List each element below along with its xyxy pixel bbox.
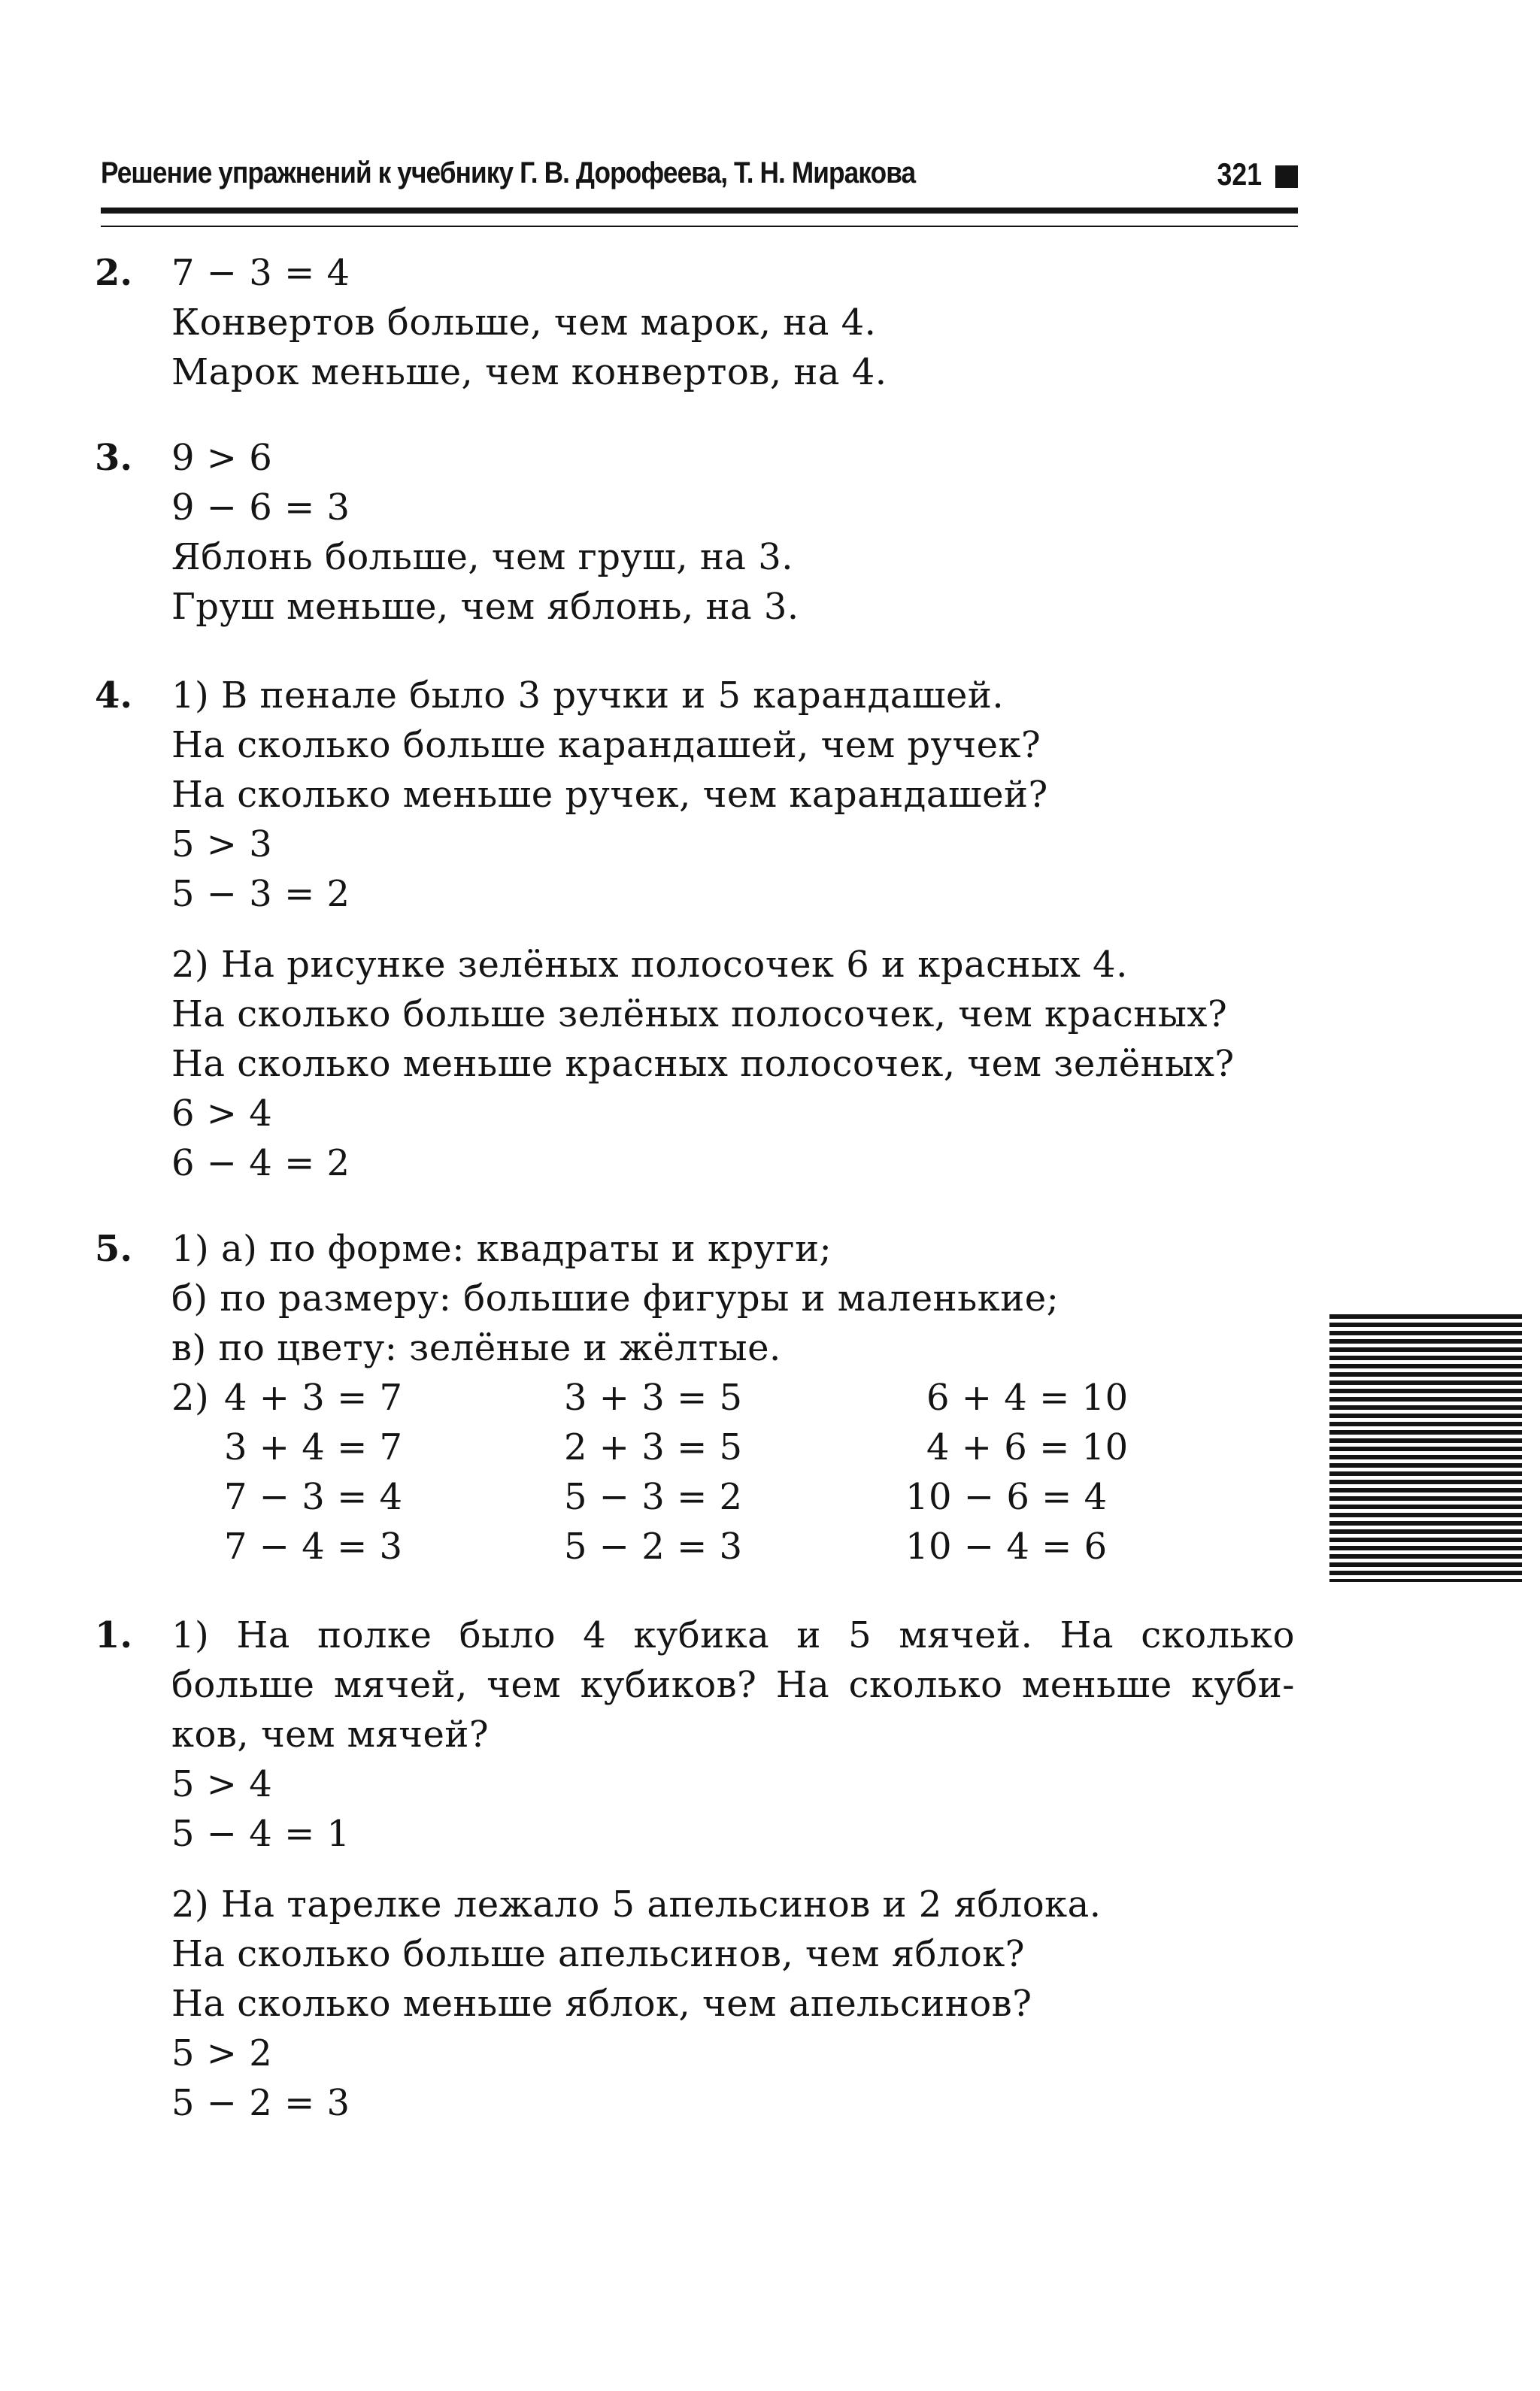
text-line: 9 − 6 = 3 <box>171 486 350 529</box>
text-line: б) по размеру: большие фигуры и маленькие; <box>171 1277 1060 1320</box>
text-line: На сколько меньше ручек, чем карандашей? <box>171 774 1048 816</box>
part-label: 2) <box>171 1377 210 1419</box>
text-line: 2) На тарелке лежало 5 апельсинов и 2 яблока. <box>171 1883 1102 1926</box>
text-line: На сколько больше апельсинов, чем яблок? <box>171 1933 1025 1975</box>
text-line: 6 > 4 <box>171 1092 273 1135</box>
text-line: 5 > 2 <box>171 2032 273 2074</box>
section-stripe-marker <box>1329 1314 1522 1582</box>
exercise-number: 1. <box>95 1614 133 1656</box>
text-line: На сколько меньше яблок, чем апельсинов? <box>171 1983 1032 2025</box>
text-line: Марок меньше, чем конвертов, на 4. <box>171 351 887 393</box>
text-line: 5 − 4 = 1 <box>171 1813 350 1855</box>
text-line: На сколько больше карандашей, чем ручек? <box>171 724 1041 766</box>
equation: 4 + 6 = 10 <box>926 1426 1129 1468</box>
text-line: Яблонь больше, чем груш, на 3. <box>171 536 794 578</box>
exercise-number: 4. <box>95 674 133 717</box>
text-line: На сколько меньше красных полосочек, чем зелёных? <box>171 1043 1235 1085</box>
equation: 5 − 2 = 3 <box>564 1526 743 1568</box>
exercise-number: 5. <box>95 1228 133 1270</box>
equation: 4 + 3 = 7 <box>224 1377 403 1419</box>
text-line: в) по цвету: зелёные и жёлтые. <box>171 1327 781 1369</box>
text-line: 1) а) по форме: квадраты и круги; <box>171 1228 832 1270</box>
equation: 7 − 4 = 3 <box>224 1526 403 1568</box>
text-line: 5 − 3 = 2 <box>171 873 350 915</box>
page-number: 321 <box>1217 156 1262 192</box>
equation: 10 − 6 = 4 <box>905 1476 1108 1518</box>
equation: 3 + 4 = 7 <box>224 1426 403 1468</box>
equation: 2 + 3 = 5 <box>564 1426 743 1468</box>
equation: 5 − 3 = 2 <box>564 1476 743 1518</box>
text-line: больше мячей, чем кубиков? На сколько меньше куби- <box>171 1664 1295 1706</box>
text-line: 5 > 3 <box>171 823 273 865</box>
text-line: 1) На полке было 4 кубика и 5 мячей. На сколько <box>171 1614 1295 1656</box>
equation: 3 + 3 = 5 <box>564 1377 743 1419</box>
text-line: Груш меньше, чем яблонь, на 3. <box>171 586 799 628</box>
page-marker-square <box>1275 165 1298 188</box>
text-line: 1) В пенале было 3 ручки и 5 карандашей. <box>171 674 1005 717</box>
header-rule-thin <box>101 226 1298 227</box>
text-line: 9 > 6 <box>171 437 273 479</box>
header-title: Решение упражнений к учебнику Г. В. Дорофеева, Т. Н. Миракова <box>101 156 916 189</box>
exercise-number: 3. <box>95 437 133 479</box>
text-line: 5 − 2 = 3 <box>171 2082 350 2124</box>
text-line: 6 − 4 = 2 <box>171 1142 350 1184</box>
text-line: 5 > 4 <box>171 1763 273 1805</box>
exercise-number: 2. <box>95 252 133 294</box>
text-line: ков, чем мячей? <box>171 1714 490 1756</box>
text-line: 2) На рисунке зелёных полосочек 6 и красных 4. <box>171 944 1128 986</box>
text-line: На сколько больше зелёных полосочек, чем красных? <box>171 993 1228 1035</box>
text-line: 7 − 3 = 4 <box>171 252 350 294</box>
equation: 7 − 3 = 4 <box>224 1476 403 1518</box>
header-rule-thick <box>101 208 1298 214</box>
text-line: Конвертов больше, чем марок, на 4. <box>171 302 877 344</box>
running-header <box>101 156 1298 202</box>
equation: 10 − 4 = 6 <box>905 1526 1108 1568</box>
equation: 6 + 4 = 10 <box>926 1377 1129 1419</box>
